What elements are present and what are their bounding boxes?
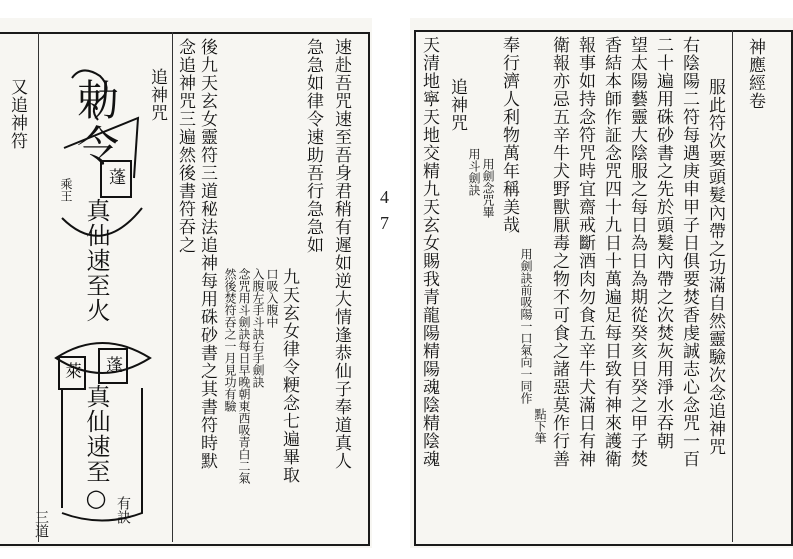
right-column-4: 望太陽藝靈大陰服之每日為日為期從癸亥日癸之甲子焚: [627, 36, 647, 468]
section-title: 追神咒: [147, 68, 167, 122]
talisman-upper-side: 乘王: [59, 178, 73, 202]
right-column-7: 衛報亦忌五辛牛犬野獸厭毒之物不可食之諸惡莫作行善: [549, 36, 569, 468]
right-column-10: 追神咒: [447, 78, 467, 132]
left-body-column-9: 念追神咒三遍然後書符吞之: [175, 38, 195, 254]
talisman-lower-text: 真仙速至○: [82, 384, 110, 513]
talisman-upper-text: 真仙速至火: [82, 198, 110, 323]
left-body-column-8: 後九天玄女靈符三道秘法追神每用硃砂書之其書符時默: [197, 38, 217, 470]
left-body-column-6: 念咒用斗劍訣每日早晚朝東西吸青白二氣: [237, 268, 251, 484]
right-column-8: 奉行濟人利物萬年稱美哉: [499, 36, 519, 234]
talisman-lower-mark-box: [98, 348, 128, 384]
right-column-1: 服此符次要頭髮內帶之功滿自然靈驗次念追神咒: [705, 78, 725, 456]
talisman-foot-left: 三道: [33, 510, 49, 538]
right-column-5: 香結本師作証念咒四十九日十萬遍足每日致有神來護衛: [601, 36, 621, 468]
talisman-title: 又追神符: [7, 78, 27, 150]
column-rule: [732, 30, 733, 542]
right-column-12: 用劍念咒畢: [481, 158, 495, 218]
left-body-column-2: 急急如律令速助吾行急急如: [303, 38, 323, 254]
right-column-13: 點下筆: [533, 408, 547, 444]
left-body-column-1: 速赴吾咒速至吾身君稍有遲如逆大情逢恭仙子奉道真人: [331, 38, 351, 470]
page-header: 神應經卷: [745, 38, 765, 110]
left-page: [0, 18, 372, 548]
right-page: [410, 18, 793, 548]
right-column-9: 用劍訣前吸陽一口氣向一同作: [519, 248, 533, 404]
right-column-6: 報事如持念符咒時宜齋戒斷酒肉勿食五辛牛犬滿日有神: [575, 36, 595, 468]
talisman-foot-right: 有訣: [115, 496, 131, 524]
leaf-number: 4 7: [380, 187, 389, 233]
right-column-3: 二十遍用硃砂書之先於頭髮內帶之次焚灰用淨水吞朝: [653, 36, 673, 450]
right-column-14: 天清地寧天地交精九天玄女賜我青龍陽精陽魂陰精陰魂: [419, 36, 439, 468]
right-column-2: 右陰陽二符每遇庚申甲子日俱要焚香虔誠志心念咒一百: [679, 36, 699, 468]
left-body-column-5: 入腹左手斗訣右手劍訣: [251, 268, 265, 388]
left-body-column-3: 九天玄女律令粳念七遍畢取: [279, 268, 299, 484]
right-column-11: 用斗劍訣: [467, 148, 481, 196]
talisman-lower-mark: 蓬: [102, 356, 122, 374]
talisman-upper-mark-box: [100, 160, 132, 198]
talisman-upper-mark: 蓬: [105, 168, 125, 186]
column-rule: [172, 32, 173, 542]
left-body-column-7: 然後焚符吞之一月見功有驗: [223, 268, 237, 412]
talisman-lower-side: 萊: [61, 362, 81, 380]
left-body-column-4: 口吸入腹中: [265, 268, 279, 328]
talisman-main-glyph: 勅令: [71, 78, 120, 170]
column-rule: [38, 32, 39, 542]
gutter: [372, 0, 410, 559]
